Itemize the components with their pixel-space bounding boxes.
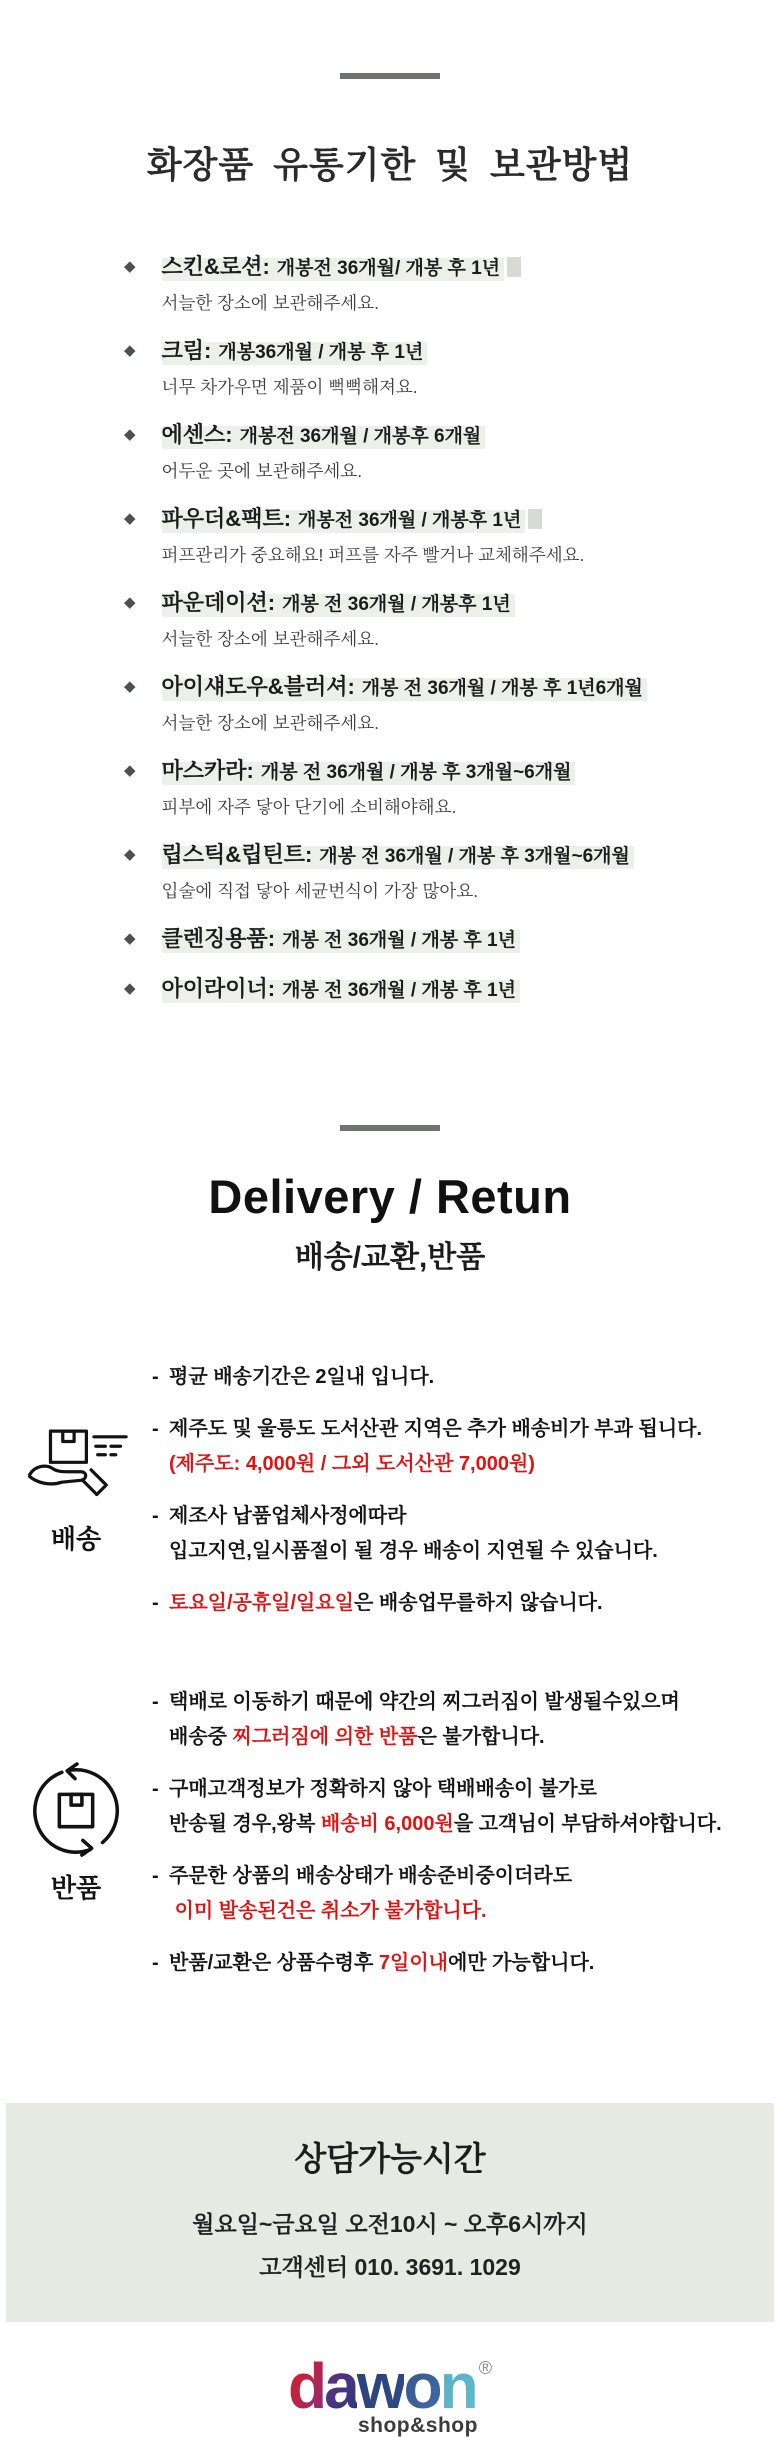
note-item — [152, 1412, 768, 1482]
note-line: 제조사 납품업체사정에따라 — [169, 1505, 407, 1527]
note-line: 반품/교환은 상품수령후 7일이내에만 가능합니다. — [169, 1952, 595, 1974]
note-item — [152, 1946, 768, 1981]
highlight-tail-box — [507, 257, 521, 277]
expiry-detail: 개봉 전 36개월 / 개봉 후 3개월~6개월 — [260, 762, 572, 783]
note-line: 구매고객정보가 정확하지 않아 택배배송이 불가로 — [169, 1778, 597, 1800]
expiry-detail: 개봉전 36개월 / 개봉후 6개월 — [239, 426, 482, 447]
note-dash: - — [152, 1778, 159, 1800]
storage-tip: 피부에 자주 닿아 단기에 소비해야해요. — [161, 797, 457, 817]
storage-item — [124, 588, 780, 651]
storage-tip: 서늘한 장소에 보관해주세요. — [161, 713, 379, 733]
note-line: 평균 배송기간은 2일내 입니다. — [169, 1366, 435, 1388]
storage-tip: 너무 차가우면 제품이 뻑뻑해져요. — [161, 377, 418, 397]
note-item — [152, 1772, 768, 1842]
note-dash: - — [152, 1366, 159, 1388]
storage-item — [124, 924, 780, 957]
note-line: 반송될 경우,왕복 배송비 6,000원을 고객님이 부담하셔야합니다. — [169, 1813, 722, 1835]
storage-tip: 퍼프관리가 중요해요! 퍼프를 자주 빨거나 교체해주세요. — [161, 545, 585, 565]
storage-list — [0, 252, 780, 1007]
note-line: (제주도: 4,000원 / 그외 도서산관 7,000원) — [169, 1453, 535, 1475]
brand-logo-tagline: shop&shop — [357, 2414, 478, 2437]
note-dash: - — [152, 1418, 159, 1440]
storage-item — [124, 672, 780, 735]
note-line: 이미 발송된건은 취소가 불가합니다. — [169, 1900, 487, 1922]
product-type-name: 립스틱&립틴트: — [161, 842, 313, 867]
consultation-hours: 월요일~금요일 오전10시 ~ 오후6시까지 — [192, 2211, 588, 2237]
customer-center-phone: 고객센터 010. 3691. 1029 — [259, 2254, 521, 2280]
hand-holding-parcel-icon — [24, 1425, 128, 1511]
diamond-bullet-icon: ◆ — [124, 510, 136, 527]
product-type-name: 아이라이너: — [161, 976, 276, 1001]
expiry-detail: 개봉 전 36개월 / 개봉 후 1년 — [282, 930, 516, 951]
note-dash: - — [152, 1691, 159, 1713]
storage-item — [124, 974, 780, 1007]
product-type-name: 마스카라: — [161, 758, 254, 783]
delivery-block — [0, 1360, 780, 1621]
consultation-title: 상담가능시간 — [294, 2140, 486, 2177]
note-dash: - — [152, 1952, 159, 1974]
parcel-circular-arrows-icon — [27, 1762, 125, 1860]
storage-tip: 서늘한 장소에 보관해주세요. — [161, 629, 379, 649]
return-notes — [152, 1685, 780, 1981]
storage-tip: 서늘한 장소에 보관해주세요. — [161, 293, 379, 313]
note-line: 입고지연,일시품절이 될 경우 배송이 지연될 수 있습니다. — [169, 1540, 658, 1562]
return-block — [0, 1685, 780, 1981]
diamond-bullet-icon: ◆ — [124, 426, 136, 443]
diamond-bullet-icon: ◆ — [124, 678, 136, 695]
storage-item — [124, 252, 780, 315]
expiry-detail: 개봉 전 36개월 / 개봉 후 1년 — [282, 980, 516, 1001]
product-type-name: 파우더&팩트: — [161, 506, 292, 531]
product-type-name: 에센스: — [161, 422, 233, 447]
section-divider-bar — [340, 73, 440, 79]
note-line: 토요일/공휴일/일요일은 배송업무를하지 않습니다. — [169, 1592, 603, 1614]
expiry-detail: 개봉 전 36개월 / 개봉 후 1년6개월 — [361, 678, 643, 699]
note-item — [152, 1859, 768, 1929]
expiry-detail: 개봉전 36개월/ 개봉 후 1년 — [276, 258, 501, 279]
expiry-detail: 개봉 전 36개월 / 개봉 후 3개월~6개월 — [319, 846, 630, 867]
storage-section-title: 화장품 유통기한 및 보관방법 — [146, 144, 634, 185]
product-type-name: 스킨&로션: — [161, 254, 270, 279]
note-line: 주문한 상품의 배송상태가 배송준비중이더라도 — [169, 1865, 573, 1887]
product-type-name: 아이섀도우&블러셔: — [161, 674, 355, 699]
product-type-name: 크림: — [161, 338, 212, 363]
note-dash: - — [152, 1592, 159, 1614]
registered-trademark-icon: ® — [478, 2358, 492, 2378]
highlight-tail-box — [528, 509, 542, 529]
note-item — [152, 1685, 768, 1755]
storage-section — [0, 0, 780, 1007]
note-line: 제주도 및 울릉도 도서산관 지역은 추가 배송비가 부과 됩니다. — [169, 1418, 703, 1440]
note-dash: - — [152, 1865, 159, 1887]
consultation-panel — [6, 2103, 774, 2322]
expiry-detail: 개봉 전 36개월 / 개봉후 1년 — [282, 594, 511, 615]
note-item — [152, 1586, 768, 1621]
note-item — [152, 1360, 768, 1395]
storage-item — [124, 840, 780, 903]
note-line: 배송중 찌그러짐에 의한 반품은 불가합니다. — [169, 1726, 545, 1748]
storage-tip: 입술에 직접 닿아 세균번식이 가장 많아요. — [161, 881, 479, 901]
diamond-bullet-icon: ◆ — [124, 762, 136, 779]
diamond-bullet-icon: ◆ — [124, 258, 136, 275]
storage-item — [124, 336, 780, 399]
delivery-return-section — [0, 1125, 780, 1981]
delivery-return-title: Delivery / Retun — [208, 1170, 572, 1223]
storage-item — [124, 420, 780, 483]
storage-item — [124, 504, 780, 567]
storage-tip: 어두운 곳에 보관해주세요. — [161, 461, 363, 481]
diamond-bullet-icon: ◆ — [124, 846, 136, 863]
return-label: 반품 — [50, 1872, 102, 1903]
return-icon-column — [0, 1762, 152, 1905]
diamond-bullet-icon: ◆ — [124, 930, 136, 947]
note-item — [152, 1499, 768, 1569]
delivery-notes — [152, 1360, 780, 1621]
expiry-detail: 개봉36개월 / 개봉 후 1년 — [218, 342, 424, 363]
brand-logo — [0, 2350, 780, 2438]
diamond-bullet-icon: ◆ — [124, 980, 136, 997]
product-type-name: 클렌징용품: — [161, 926, 276, 951]
section-divider-bar — [340, 1125, 440, 1131]
product-type-name: 파운데이션: — [161, 590, 276, 615]
note-dash: - — [152, 1505, 159, 1527]
delivery-return-subtitle: 배송/교환,반품 — [294, 1241, 486, 1274]
note-line: 택배로 이동하기 때문에 약간의 찌그러짐이 발생될수있으며 — [169, 1691, 680, 1713]
diamond-bullet-icon: ◆ — [124, 594, 136, 611]
delivery-icon-column — [0, 1425, 152, 1556]
diamond-bullet-icon: ◆ — [124, 342, 136, 359]
expiry-detail: 개봉전 36개월 / 개봉후 1년 — [298, 510, 522, 531]
storage-item — [124, 756, 780, 819]
brand-logo-wordmark: dawon ® — [288, 2350, 492, 2422]
delivery-label: 배송 — [50, 1524, 102, 1554]
